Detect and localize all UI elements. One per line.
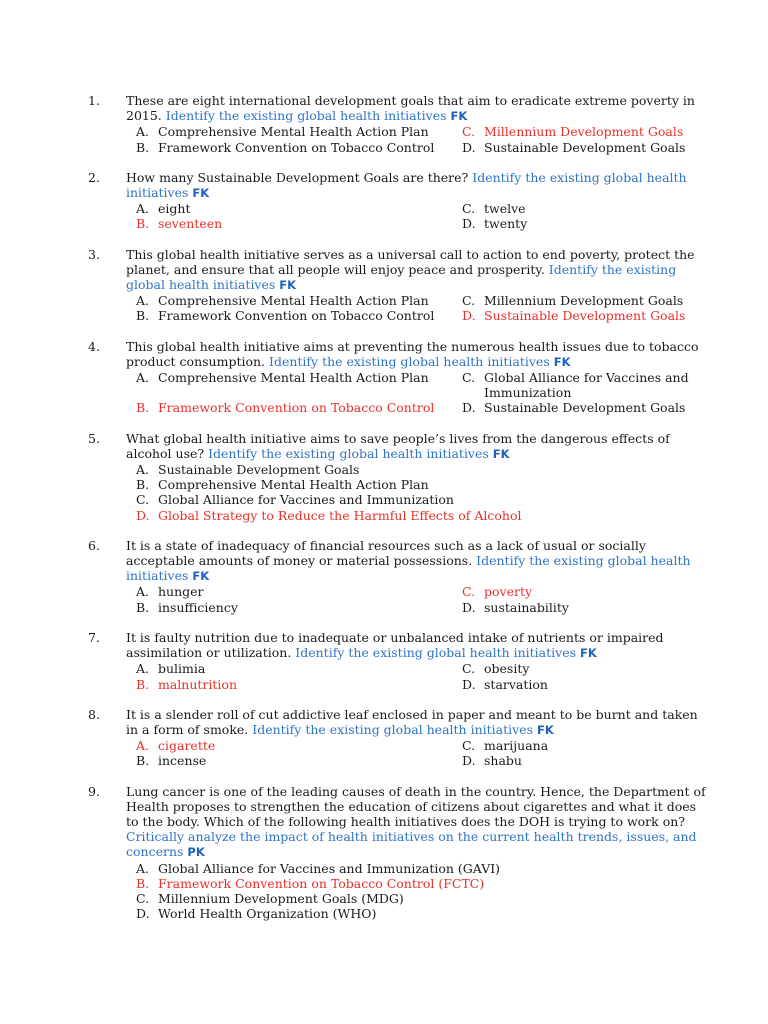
choice	[136, 753, 452, 768]
choice-text: Comprehensive Mental Health Action Plan	[158, 370, 429, 386]
question-body	[126, 93, 708, 155]
choice-text: insufficiency	[158, 599, 238, 615]
question-number: 3.	[88, 246, 100, 262]
choice-text: Framework Convention on Tobacco Control (FCTC)	[158, 875, 485, 891]
choice-text: incense	[158, 753, 207, 769]
question-stem	[126, 784, 708, 861]
choice-text: World Health Organization (WHO)	[158, 906, 377, 922]
choice-letter: C.	[462, 370, 476, 386]
choice-list	[126, 124, 708, 154]
choice-list	[126, 584, 708, 614]
choice	[136, 308, 452, 323]
choice-letter: A.	[136, 124, 150, 140]
choice-text: marijuana	[484, 738, 549, 754]
choice-list	[126, 738, 708, 768]
question-item	[88, 630, 708, 692]
question-body	[126, 431, 708, 523]
choice	[136, 370, 452, 400]
choice-letter: A.	[136, 462, 150, 478]
choice-letter: D.	[462, 676, 476, 692]
question-body	[126, 707, 708, 769]
knowledge-tag: FK	[492, 446, 510, 461]
question-stem	[126, 707, 708, 738]
choice-letter: C.	[462, 584, 476, 600]
choice-text: bulimia	[158, 661, 206, 677]
choice	[462, 140, 708, 155]
choice-text: Comprehensive Mental Health Action Plan	[158, 124, 429, 140]
question-stem	[126, 170, 708, 201]
knowledge-tag: FK	[553, 354, 571, 369]
question-item	[88, 538, 708, 615]
question-number: 9.	[88, 783, 100, 799]
competency-prompt: Identify the existing global health initiatives	[252, 721, 533, 737]
choice-letter: C.	[462, 201, 476, 217]
choice-text: seventeen	[158, 216, 223, 232]
question-stem	[126, 93, 708, 124]
choice	[136, 462, 708, 477]
competency-prompt: Identify the existing global health initiatives	[126, 261, 677, 293]
choice-letter: A.	[136, 661, 150, 677]
choice-text: eight	[158, 201, 191, 217]
choice-text: Sustainable Development Goals	[484, 308, 686, 324]
choice	[462, 216, 708, 231]
choice	[136, 492, 708, 507]
choice-list	[126, 861, 708, 922]
choice-letter: A.	[136, 738, 150, 754]
choice-text: Global Alliance for Vaccines and Immunization	[484, 370, 689, 401]
choice	[136, 906, 708, 921]
knowledge-tag: PK	[187, 845, 205, 860]
choice-correct	[136, 738, 452, 753]
question-text: It is a slender roll of cut addictive leaf enclosed in paper and meant to be burnt and taken in a form of smoke.	[126, 706, 698, 737]
choice	[462, 677, 708, 692]
choice-letter: A.	[136, 584, 150, 600]
knowledge-tag: FK	[536, 722, 554, 737]
choice-list	[126, 293, 708, 323]
question-number: 8.	[88, 706, 100, 722]
question-stem	[126, 538, 708, 585]
choice-text: Sustainable Development Goals	[484, 400, 686, 416]
choice-letter: D.	[462, 216, 476, 232]
choice-text: Global Alliance for Vaccines and Immunization	[158, 492, 454, 508]
question-item	[88, 170, 708, 232]
question-text: These are eight international development goals that aim to eradicate extreme poverty in 2015.	[126, 93, 695, 124]
choice	[136, 293, 452, 308]
question-number: 7.	[88, 629, 100, 645]
choice-letter: C.	[462, 293, 476, 309]
choice-letter: B.	[136, 216, 150, 232]
question-number: 4.	[88, 338, 100, 354]
choice-text: Sustainable Development Goals	[484, 139, 686, 155]
question-text: This global health initiative serves as a universal call to action to end poverty, protect the planet, and ensure that all people will enjoy peace and prosperity.	[126, 246, 695, 277]
knowledge-tag: FK	[450, 109, 468, 124]
choice-correct	[462, 308, 708, 323]
choice	[136, 584, 452, 599]
choice	[462, 400, 708, 415]
choice-letter: B.	[136, 139, 150, 155]
choice	[136, 201, 452, 216]
question-body	[126, 784, 708, 922]
choice-letter: B.	[136, 308, 150, 324]
competency-prompt: Identify the existing global health initiatives	[208, 445, 489, 461]
choice-letter: C.	[462, 738, 476, 754]
choice-text: starvation	[484, 676, 548, 692]
choice	[136, 600, 452, 615]
question-text: It is faulty nutrition due to inadequate or unbalanced intake of nutrients or impaired assimilation or utilization.	[126, 629, 664, 661]
choice-letter: B.	[136, 875, 150, 891]
question-item	[88, 93, 708, 155]
choice	[136, 124, 452, 139]
choice-letter: D.	[136, 507, 150, 523]
choice	[462, 293, 708, 308]
question-number: 2.	[88, 169, 100, 185]
choice-text: Comprehensive Mental Health Action Plan	[158, 477, 429, 493]
question-item	[88, 247, 708, 324]
choice-text: twelve	[484, 201, 526, 217]
choice-correct	[136, 216, 452, 231]
choice-letter: C.	[462, 124, 476, 140]
knowledge-tag: FK	[279, 278, 297, 293]
choice	[462, 661, 708, 676]
choice-correct	[136, 508, 708, 523]
choice-letter: D.	[136, 906, 150, 922]
question-text: What global health initiative aims to save people’s lives from the dangerous effects of alcohol use?	[126, 430, 670, 461]
question-number: 5.	[88, 430, 100, 446]
question-stem	[126, 630, 708, 661]
question-stem	[126, 247, 708, 294]
competency-prompt: Identify the existing global health initiatives	[269, 353, 550, 369]
choice-correct	[462, 124, 708, 139]
choice-list	[126, 661, 708, 691]
choice-letter: A.	[136, 370, 150, 386]
choice-letter: D.	[462, 753, 476, 769]
choice-letter: B.	[136, 400, 150, 416]
choice-text: Millennium Development Goals	[484, 293, 684, 309]
choice-text: twenty	[484, 216, 528, 232]
choice-letter: D.	[462, 308, 476, 324]
choice-letter: C.	[462, 661, 476, 677]
choice-text: cigarette	[158, 738, 216, 754]
question-body	[126, 247, 708, 324]
choice-text: sustainability	[484, 599, 569, 615]
question-body	[126, 538, 708, 615]
choice-list	[126, 462, 708, 523]
choice-letter: D.	[462, 139, 476, 155]
question-stem	[126, 339, 708, 370]
competency-prompt: Identify the existing global health initiatives	[126, 553, 691, 584]
choice-list	[126, 201, 708, 231]
choice	[136, 477, 708, 492]
knowledge-tag: FK	[580, 646, 597, 661]
choice-text: obesity	[484, 661, 530, 677]
choice-text: Global Strategy to Reduce the Harmful Effects of Alcohol	[158, 507, 522, 523]
question-text: How many Sustainable Development Goals are there?	[126, 169, 469, 185]
question-body	[126, 339, 708, 416]
question-item	[88, 784, 708, 922]
choice-text: shabu	[484, 753, 522, 769]
competency-prompt: Identify the existing global health initiatives	[165, 108, 447, 124]
choice-letter: A.	[136, 293, 150, 309]
choice-letter: B.	[136, 599, 150, 615]
choice-letter: B.	[136, 477, 150, 493]
choice-correct	[136, 677, 452, 692]
question-number: 6.	[88, 537, 100, 553]
competency-prompt: Identify the existing global health initiatives	[295, 645, 577, 661]
choice-letter: D.	[462, 400, 476, 416]
question-list	[88, 93, 708, 921]
question-item	[88, 339, 708, 416]
competency-prompt: Identify the existing global health initiatives	[126, 169, 687, 201]
choice-text: Sustainable Development Goals	[158, 462, 360, 478]
choice-text: Global Alliance for Vaccines and Immunization (GAVI)	[158, 860, 501, 876]
choice-letter: C.	[136, 492, 150, 508]
question-text: Lung cancer is one of the leading causes of death in the country. Hence, the Department of Health proposes to strengthen the education of citizens about cigarettes and what it does to the body. Which of the following health initiatives does the DOH is trying to work on?	[126, 783, 706, 829]
question-item	[88, 431, 708, 523]
choice	[462, 753, 708, 768]
choice	[136, 661, 452, 676]
choice	[462, 370, 708, 400]
choice-letter: B.	[136, 676, 150, 692]
question-number: 1.	[88, 93, 100, 108]
choice-text: Framework Convention on Tobacco Control	[158, 308, 435, 324]
choice-correct	[462, 584, 708, 599]
choice-text: Millennium Development Goals (MDG)	[158, 890, 404, 906]
choice-list	[126, 370, 708, 416]
competency-prompt: Critically analyze the impact of health initiatives on the current health trends, issues, and concerns	[126, 829, 697, 860]
choice-letter: C.	[136, 890, 150, 906]
choice	[462, 201, 708, 216]
choice-text: poverty	[484, 584, 533, 600]
question-text: It is a state of inadequacy of financial resources such as a lack of usual or socially acceptable amounts of money or material possessions.	[126, 537, 646, 569]
choice-letter: B.	[136, 753, 150, 769]
knowledge-tag: FK	[192, 186, 210, 201]
choice-correct	[136, 876, 708, 891]
choice-letter: D.	[462, 599, 476, 615]
question-item	[88, 707, 708, 769]
choice-letter: A.	[136, 201, 150, 217]
choice	[136, 140, 452, 155]
question-stem	[126, 431, 708, 462]
choice-text: Millennium Development Goals	[484, 124, 684, 140]
question-body	[126, 630, 708, 692]
choice-correct	[136, 400, 452, 415]
choice	[136, 861, 708, 876]
choice-letter: A.	[136, 860, 150, 876]
choice-text: Framework Convention on Tobacco Control	[158, 400, 435, 416]
choice-text: Framework Convention on Tobacco Control	[158, 139, 435, 155]
choice-text: hunger	[158, 584, 204, 600]
choice	[136, 891, 708, 906]
choice	[462, 738, 708, 753]
choice	[462, 600, 708, 615]
choice-text: malnutrition	[158, 676, 237, 692]
question-body	[126, 170, 708, 232]
knowledge-tag: FK	[192, 569, 210, 584]
question-text: This global health initiative aims at preventing the numerous health issues due to tobacco product consumption.	[126, 338, 699, 369]
choice-text: Comprehensive Mental Health Action Plan	[158, 293, 429, 309]
